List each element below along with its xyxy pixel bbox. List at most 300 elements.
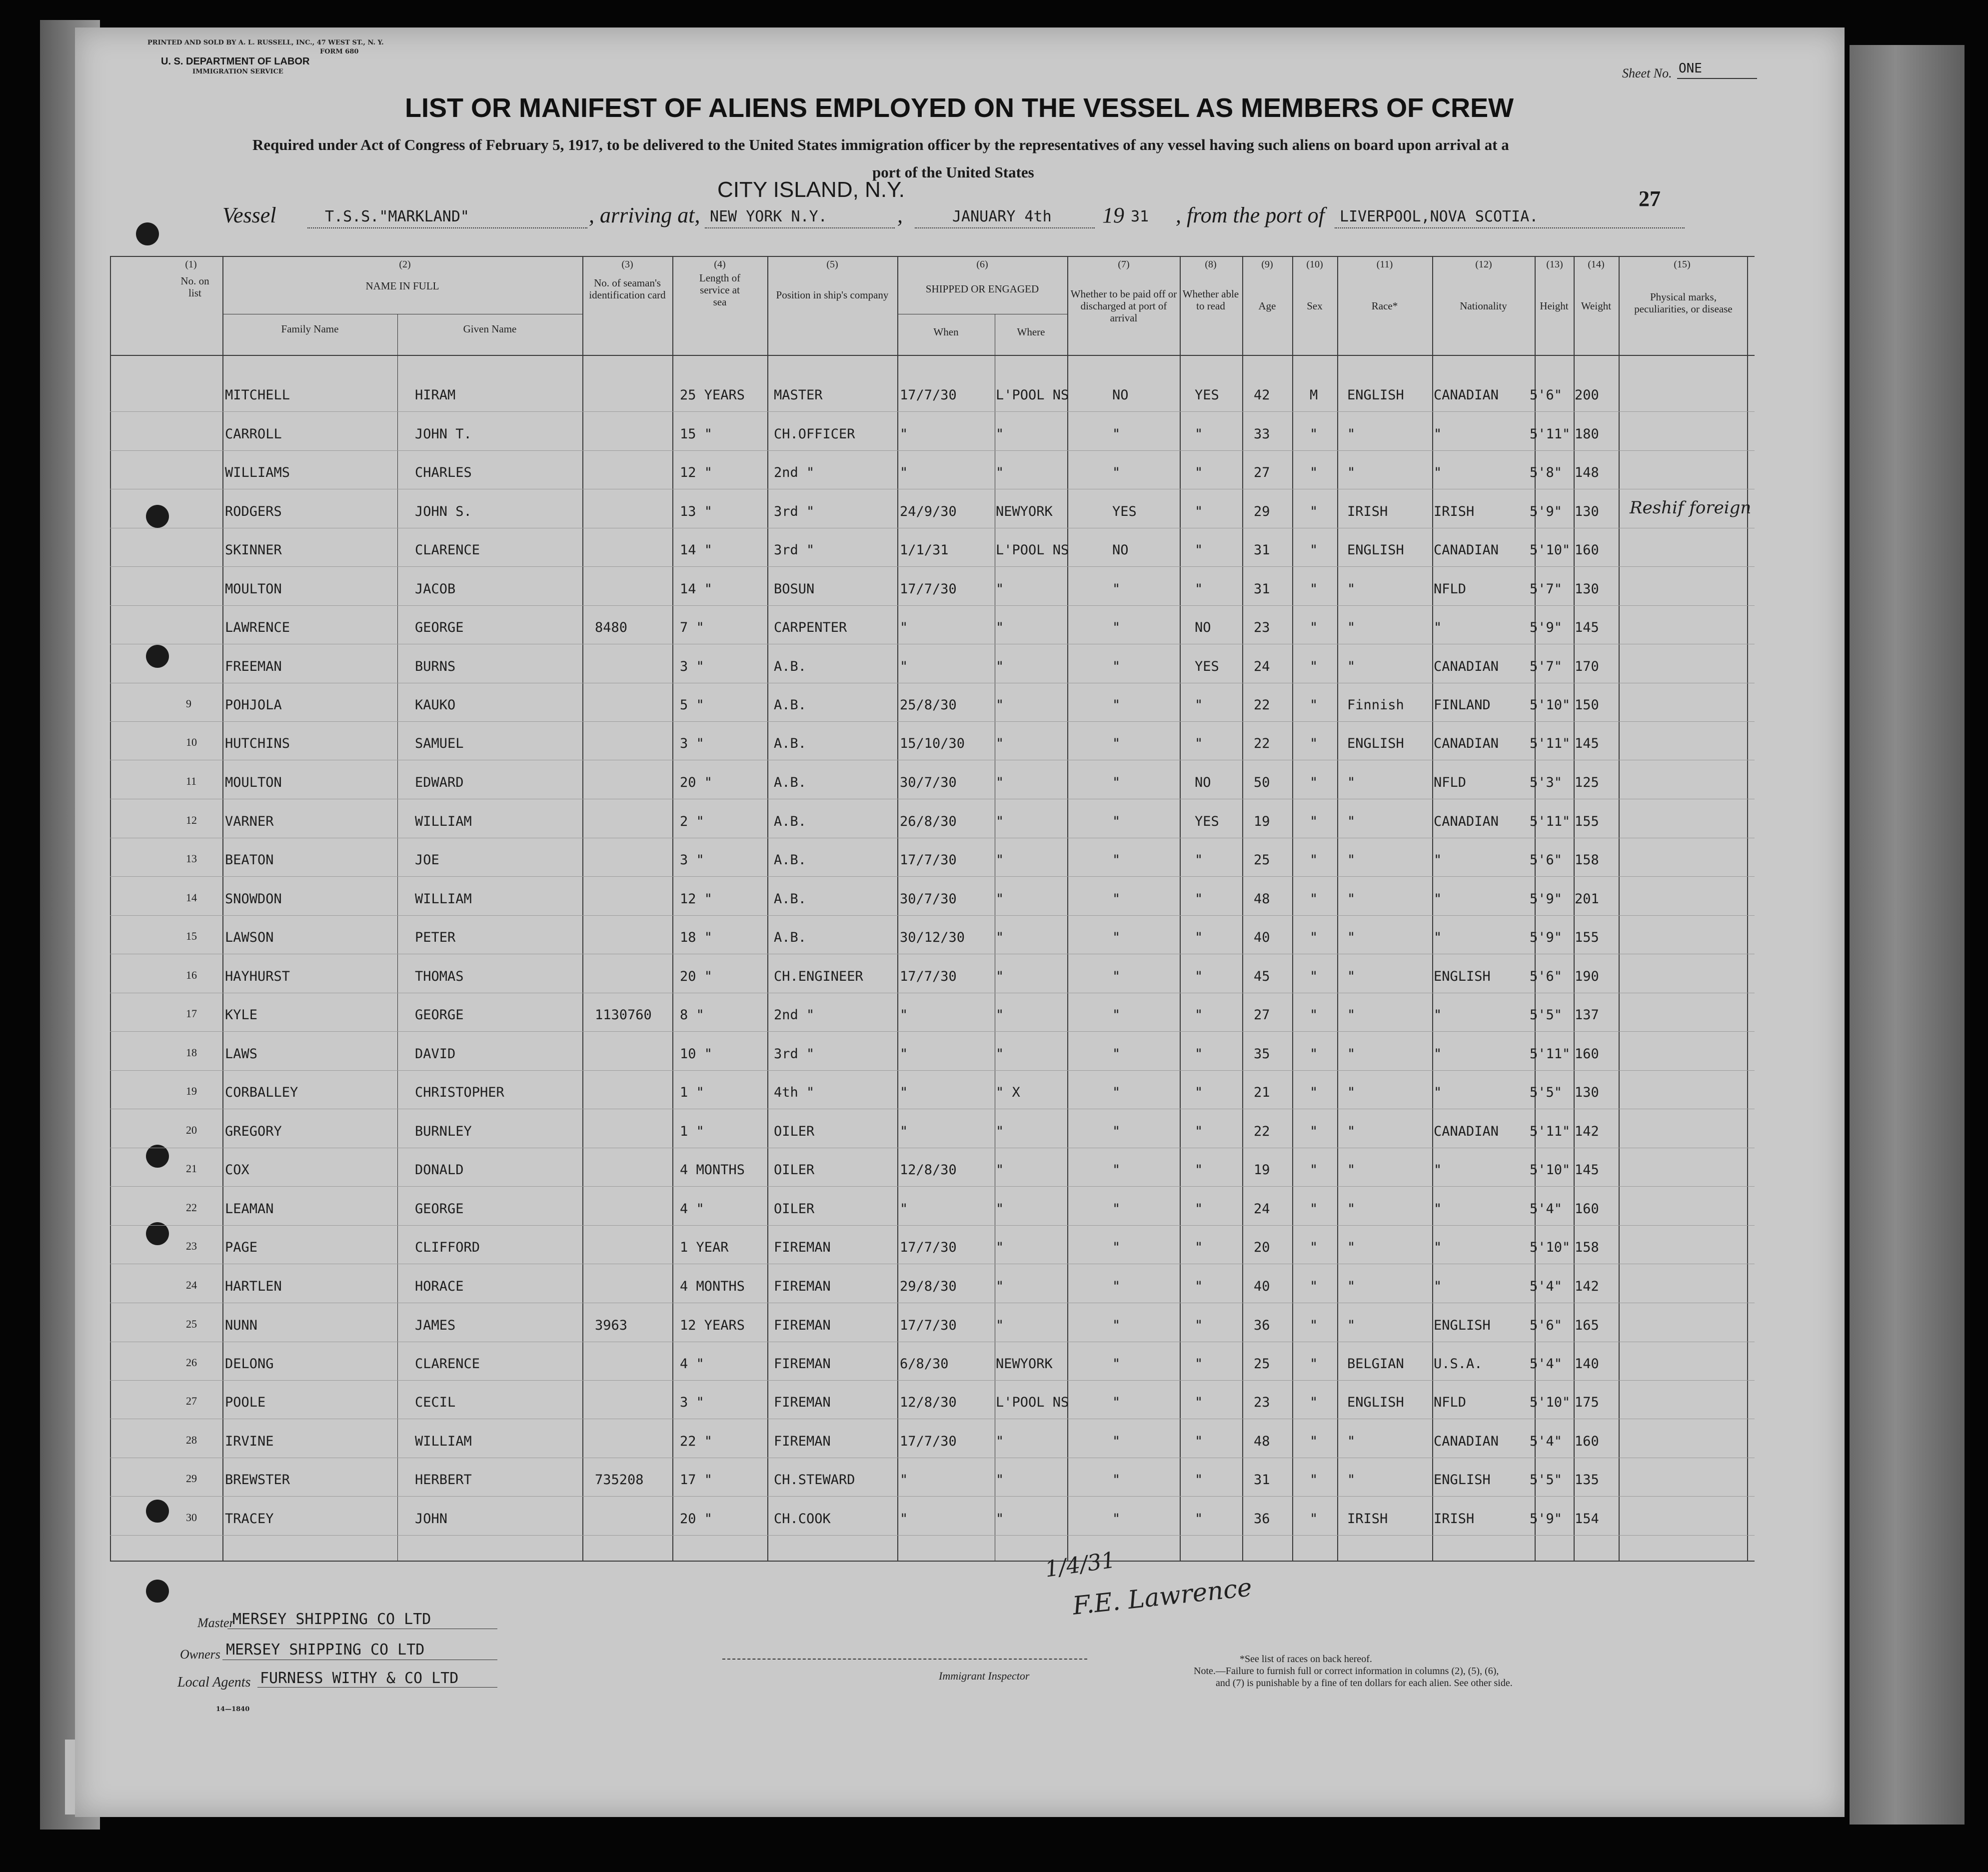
row-weight: 160 xyxy=(1575,542,1599,558)
row-given-name: CECIL xyxy=(415,1395,456,1410)
row-given-name: JOHN xyxy=(415,1511,448,1527)
col-divider xyxy=(397,314,398,1561)
row-family-name: NUNN xyxy=(225,1318,258,1333)
penalty-note-2: and (7) is punishable by a fine of ten dollars for each alien. See other side. xyxy=(1216,1678,1513,1689)
row-nationality: " xyxy=(1434,1279,1442,1294)
row-rule xyxy=(110,1380,1755,1381)
row-nationality: " xyxy=(1434,426,1442,442)
row-nationality: FINLAND xyxy=(1434,697,1491,713)
row-shipped-when: 30/12/30 xyxy=(900,930,965,945)
row-position: A.B. xyxy=(774,891,807,907)
row-shipped-where: " xyxy=(996,891,1004,907)
row-family-name: LAWRENCE xyxy=(225,620,290,635)
row-height: 5'5" xyxy=(1530,1007,1563,1023)
row-age: 33 xyxy=(1254,426,1270,442)
row-age: 20 xyxy=(1254,1240,1270,1255)
col-num: (14) xyxy=(1588,259,1605,270)
row-height: 5'9" xyxy=(1530,891,1563,907)
row-length-of-service: 4 " xyxy=(680,1356,704,1372)
row-position: OILER xyxy=(774,1201,815,1217)
row-sex: " xyxy=(1310,1007,1318,1023)
row-race: " xyxy=(1347,659,1356,674)
row-given-name: HIRAM xyxy=(415,387,456,403)
row-age: 25 xyxy=(1254,1356,1270,1372)
row-rule xyxy=(110,411,1755,412)
row-rule xyxy=(110,915,1755,916)
row-weight: 145 xyxy=(1575,1162,1599,1178)
row-given-name: JOHN T. xyxy=(415,426,472,442)
row-position: MASTER xyxy=(774,387,823,403)
row-shipped-where: " xyxy=(996,581,1004,597)
row-length-of-service: 1 YEAR xyxy=(680,1240,729,1255)
col-divider xyxy=(1242,256,1243,1561)
row-height: 5'4" xyxy=(1530,1356,1563,1372)
row-shipped-where: " xyxy=(996,1279,1004,1294)
row-given-name: JACOB xyxy=(415,581,456,597)
form-code: 14—1840 xyxy=(216,1706,250,1713)
vessel-label: Vessel xyxy=(222,203,276,227)
from-label: , from the port of xyxy=(1176,203,1325,227)
row-length-of-service: 3 " xyxy=(680,736,704,751)
row-race: " xyxy=(1347,1279,1356,1294)
row-seaman-card: 3963 xyxy=(595,1318,628,1333)
row-weight: 175 xyxy=(1575,1395,1599,1410)
col-num: (11) xyxy=(1376,259,1393,270)
row-rule xyxy=(110,1496,1755,1497)
row-nationality: " xyxy=(1434,891,1442,907)
row-shipped-where: " xyxy=(996,620,1004,635)
row-race: " xyxy=(1347,1434,1356,1449)
col-header-physical-marks: Physical marks, peculiarities, or disease xyxy=(1634,291,1733,315)
row-given-name: WILLIAM xyxy=(415,891,472,907)
col-num: (3) xyxy=(621,259,633,270)
row-row-number: 19 xyxy=(186,1085,197,1097)
row-sex: " xyxy=(1310,814,1318,829)
row-weight: 154 xyxy=(1575,1511,1599,1527)
comma: , xyxy=(897,203,903,227)
row-given-name: CHRISTOPHER xyxy=(415,1085,504,1100)
row-family-name: MOULTON xyxy=(225,581,282,597)
row-seaman-card: 8480 xyxy=(595,620,628,635)
col-header-given-name: Given Name xyxy=(463,323,517,335)
row-able-to-read: " xyxy=(1195,426,1203,442)
row-able-to-read: " xyxy=(1195,1511,1203,1527)
row-weight: 142 xyxy=(1575,1124,1599,1139)
col-num: (4) xyxy=(714,259,726,270)
row-shipped-where: " xyxy=(996,465,1004,480)
row-row-number: 20 xyxy=(186,1124,197,1136)
row-sex: " xyxy=(1310,1356,1318,1372)
row-family-name: TRACEY xyxy=(225,1511,274,1527)
col-num: (9) xyxy=(1261,259,1273,270)
row-position: 3rd " xyxy=(774,504,815,519)
row-paid-off: " xyxy=(1112,814,1121,829)
row-race: ENGLISH xyxy=(1347,387,1404,403)
row-row-number: 12 xyxy=(186,814,197,826)
col-divider xyxy=(897,256,898,1561)
row-shipped-when: 17/7/30 xyxy=(900,1240,957,1255)
row-age: 24 xyxy=(1254,659,1270,674)
row-height: 5'3" xyxy=(1530,775,1563,790)
row-weight: 190 xyxy=(1575,969,1599,984)
row-height: 5'7" xyxy=(1530,659,1563,674)
row-position: A.B. xyxy=(774,814,807,829)
row-sex: " xyxy=(1310,1472,1318,1488)
row-sex: " xyxy=(1310,1124,1318,1139)
row-length-of-service: 20 " xyxy=(680,1511,713,1527)
row-able-to-read: " xyxy=(1195,891,1203,907)
row-sex: " xyxy=(1310,542,1318,558)
row-weight: 165 xyxy=(1575,1318,1599,1333)
row-position: A.B. xyxy=(774,775,807,790)
row-row-number: 30 xyxy=(186,1511,197,1524)
row-family-name: POHJOLA xyxy=(225,697,282,713)
row-position: 4th " xyxy=(774,1085,815,1100)
row-sex: " xyxy=(1310,1162,1318,1178)
row-shipped-where: NEWYORK xyxy=(996,1356,1053,1372)
row-family-name: MOULTON xyxy=(225,775,282,790)
row-nationality: " xyxy=(1434,930,1442,945)
row-nationality: " xyxy=(1434,465,1442,480)
row-able-to-read: " xyxy=(1195,1279,1203,1294)
owners-value: MERSEY SHIPPING CO LTD xyxy=(226,1641,425,1659)
row-family-name: KYLE xyxy=(225,1007,258,1023)
col-header-age: Age xyxy=(1258,300,1276,312)
row-shipped-where: " xyxy=(996,1434,1004,1449)
row-age: 22 xyxy=(1254,736,1270,751)
row-family-name: PAGE xyxy=(225,1240,258,1255)
row-position: 3rd " xyxy=(774,1046,815,1062)
row-shipped-when: 6/8/30 xyxy=(900,1356,949,1372)
row-age: 36 xyxy=(1254,1318,1270,1333)
row-given-name: JOE xyxy=(415,852,439,868)
row-age: 36 xyxy=(1254,1511,1270,1527)
row-shipped-when: 29/8/30 xyxy=(900,1279,957,1294)
punch-hole xyxy=(146,505,169,528)
row-race: " xyxy=(1347,1085,1356,1100)
row-paid-off: " xyxy=(1112,775,1121,790)
row-position: CH.COOK xyxy=(774,1511,831,1527)
row-age: 40 xyxy=(1254,1279,1270,1294)
row-height: 5'8" xyxy=(1530,465,1563,480)
row-paid-off: " xyxy=(1112,1007,1121,1023)
row-weight: 125 xyxy=(1575,775,1599,790)
row-age: 35 xyxy=(1254,1046,1270,1062)
col-divider xyxy=(1067,256,1068,1561)
punch-hole xyxy=(146,1500,169,1523)
row-shipped-where: NEWYORK xyxy=(996,504,1053,519)
row-sex: " xyxy=(1310,852,1318,868)
row-shipped-when: 17/7/30 xyxy=(900,1434,957,1449)
row-able-to-read: " xyxy=(1195,852,1203,868)
row-family-name: BREWSTER xyxy=(225,1472,290,1488)
row-family-name: IRVINE xyxy=(225,1434,274,1449)
row-height: 5'4" xyxy=(1530,1201,1563,1217)
row-length-of-service: 12 " xyxy=(680,465,713,480)
row-weight: 160 xyxy=(1575,1046,1599,1062)
row-row-number: 29 xyxy=(186,1472,197,1485)
row-shipped-where: " xyxy=(996,1046,1004,1062)
col-header-paid-off: Whether to be paid off or discharged at port of arrival xyxy=(1070,288,1177,324)
row-race: " xyxy=(1347,891,1356,907)
row-nationality: " xyxy=(1434,1162,1442,1178)
row-paid-off: " xyxy=(1112,930,1121,945)
row-age: 31 xyxy=(1254,581,1270,597)
row-position: A.B. xyxy=(774,930,807,945)
row-position: A.B. xyxy=(774,736,807,751)
col-num: (2) xyxy=(399,259,411,270)
manifest-title: LIST OR MANIFEST OF ALIENS EMPLOYED ON THE VESSEL AS MEMBERS OF CREW xyxy=(405,93,1514,123)
row-weight: 130 xyxy=(1575,1085,1599,1100)
row-able-to-read: " xyxy=(1195,542,1203,558)
col-header-card: No. of seaman's identification card xyxy=(589,277,666,301)
row-height: 5'6" xyxy=(1530,387,1563,403)
row-weight: 140 xyxy=(1575,1356,1599,1372)
row-given-name: GEORGE xyxy=(415,1201,464,1217)
row-length-of-service: 1 " xyxy=(680,1085,704,1100)
col-header-family-name: Family Name xyxy=(281,323,339,335)
row-able-to-read: " xyxy=(1195,736,1203,751)
row-shipped-where: L'POOL NS xyxy=(996,1395,1069,1410)
row-weight: 130 xyxy=(1575,581,1599,597)
row-race: IRISH xyxy=(1347,1511,1388,1527)
row-sex: " xyxy=(1310,659,1318,674)
row-family-name: HUTCHINS xyxy=(225,736,290,751)
row-row-number: 25 xyxy=(186,1318,197,1330)
punch-hole xyxy=(136,222,159,245)
row-position: CARPENTER xyxy=(774,620,847,635)
sheet-number: ONE xyxy=(1679,61,1702,76)
row-length-of-service: 2 " xyxy=(680,814,704,829)
row-given-name: KAUKO xyxy=(415,697,456,713)
row-height: 5'10" xyxy=(1530,1162,1571,1178)
row-race: Finnish xyxy=(1347,697,1404,713)
col-divider xyxy=(222,256,223,1561)
row-length-of-service: 20 " xyxy=(680,969,713,984)
row-shipped-where: " xyxy=(996,852,1004,868)
row-nationality: CANADIAN xyxy=(1434,814,1499,829)
row-race: " xyxy=(1347,775,1356,790)
row-length-of-service: 12 YEARS xyxy=(680,1318,745,1333)
row-age: 22 xyxy=(1254,697,1270,713)
col-divider xyxy=(1292,256,1293,1561)
row-paid-off: " xyxy=(1112,969,1121,984)
row-height: 5'10" xyxy=(1530,542,1571,558)
row-age: 25 xyxy=(1254,852,1270,868)
row-nationality: NFLD xyxy=(1434,775,1467,790)
row-paid-off: " xyxy=(1112,697,1121,713)
row-rule xyxy=(110,1070,1755,1071)
row-nationality: CANADIAN xyxy=(1434,736,1499,751)
col-divider xyxy=(1180,256,1181,1561)
row-nationality: " xyxy=(1434,620,1442,635)
row-able-to-read: " xyxy=(1195,930,1203,945)
row-shipped-where: " xyxy=(996,775,1004,790)
row-family-name: HAYHURST xyxy=(225,969,290,984)
row-given-name: EDWARD xyxy=(415,775,464,790)
row-position: FIREMAN xyxy=(774,1434,831,1449)
vessel-name: T.S.S."MARKLAND" xyxy=(325,208,469,225)
row-given-name: CLARENCE xyxy=(415,1356,480,1372)
row-position: 2nd " xyxy=(774,465,815,480)
row-length-of-service: 12 " xyxy=(680,891,713,907)
subtitle-line-1: Required under Act of Congress of February 5, 1917, to be delivered to the United States immigration officer by the representatives of any vessel having such aliens on board upon arrival at a xyxy=(252,136,1509,153)
row-family-name: FREEMAN xyxy=(225,659,282,674)
row-nationality: " xyxy=(1434,1046,1442,1062)
row-sex: " xyxy=(1310,775,1318,790)
row-rule xyxy=(110,1031,1755,1032)
row-height: 5'11" xyxy=(1530,426,1571,442)
row-nationality: CANADIAN xyxy=(1434,1124,1499,1139)
row-sex: " xyxy=(1310,736,1318,751)
row-height: 5'10" xyxy=(1530,1395,1571,1410)
row-race: ENGLISH xyxy=(1347,1395,1404,1410)
row-paid-off: " xyxy=(1112,1240,1121,1255)
row-race: " xyxy=(1347,426,1356,442)
row-given-name: DONALD xyxy=(415,1162,464,1178)
row-race: " xyxy=(1347,1162,1356,1178)
row-given-name: SAMUEL xyxy=(415,736,464,751)
row-age: 23 xyxy=(1254,620,1270,635)
row-age: 27 xyxy=(1254,465,1270,480)
row-height: 5'11" xyxy=(1530,1046,1571,1062)
row-shipped-when: 12/8/30 xyxy=(900,1395,957,1410)
row-nationality: IRISH xyxy=(1434,1511,1475,1527)
row-shipped-when: 26/8/30 xyxy=(900,814,957,829)
service-name: IMMIGRATION SERVICE xyxy=(192,68,283,75)
row-length-of-service: 14 " xyxy=(680,542,713,558)
row-sex: " xyxy=(1310,581,1318,597)
row-sex: " xyxy=(1310,465,1318,480)
row-position: CH.ENGINEER xyxy=(774,969,863,984)
row-paid-off: " xyxy=(1112,659,1121,674)
row-length-of-service: 10 " xyxy=(680,1046,713,1062)
year-value: 31 xyxy=(1131,208,1149,225)
manifest-page xyxy=(75,27,1845,1817)
row-age: 29 xyxy=(1254,504,1270,519)
row-shipped-when: 15/10/30 xyxy=(900,736,965,751)
row-race: " xyxy=(1347,1007,1356,1023)
col-divider xyxy=(1747,256,1748,1561)
sheet-line xyxy=(1677,78,1757,79)
row-able-to-read: NO xyxy=(1195,620,1211,635)
col-divider xyxy=(582,256,583,1561)
col-header-read: Whether able to read xyxy=(1182,288,1239,312)
row-shipped-where: " xyxy=(996,930,1004,945)
row-able-to-read: " xyxy=(1195,1124,1203,1139)
row-paid-off: " xyxy=(1112,620,1121,635)
row-able-to-read: " xyxy=(1195,1472,1203,1488)
row-paid-off: NO xyxy=(1112,387,1129,403)
row-weight: 142 xyxy=(1575,1279,1599,1294)
col-num: (7) xyxy=(1118,259,1130,270)
row-height: 5'6" xyxy=(1530,969,1563,984)
row-nationality: IRISH xyxy=(1434,504,1475,519)
row-position: CH.OFFICER xyxy=(774,426,855,442)
row-able-to-read: " xyxy=(1195,1085,1203,1100)
owners-label: Owners xyxy=(180,1647,220,1662)
row-paid-off: " xyxy=(1112,465,1121,480)
row-shipped-where: " xyxy=(996,736,1004,751)
subtitle-line-2: port of the United States xyxy=(872,163,1034,181)
row-length-of-service: 3 " xyxy=(680,659,704,674)
row-rule xyxy=(110,1535,1755,1536)
row-height: 5'9" xyxy=(1530,1511,1563,1527)
row-able-to-read: " xyxy=(1195,697,1203,713)
row-given-name: PETER xyxy=(415,930,456,945)
row-race: ENGLISH xyxy=(1347,542,1404,558)
row-sex: " xyxy=(1310,969,1318,984)
row-row-number: 14 xyxy=(186,891,197,904)
row-age: 48 xyxy=(1254,1434,1270,1449)
row-position: A.B. xyxy=(774,852,807,868)
row-position: A.B. xyxy=(774,659,807,674)
row-length-of-service: 4 MONTHS xyxy=(680,1162,745,1178)
row-family-name: BEATON xyxy=(225,852,274,868)
row-family-name: CARROLL xyxy=(225,426,282,442)
row-paid-off: " xyxy=(1112,1279,1121,1294)
row-weight: 150 xyxy=(1575,697,1599,713)
row-shipped-when: " xyxy=(900,1085,908,1100)
row-row-number: 26 xyxy=(186,1356,197,1369)
row-shipped-when: " xyxy=(900,659,908,674)
row-sex: " xyxy=(1310,1511,1318,1527)
row-age: 27 xyxy=(1254,1007,1270,1023)
row-age: 48 xyxy=(1254,891,1270,907)
row-race: " xyxy=(1347,1046,1356,1062)
col-header-sex: Sex xyxy=(1307,300,1323,312)
row-height: 5'9" xyxy=(1530,504,1563,519)
row-nationality: U.S.A. xyxy=(1434,1356,1483,1372)
row-able-to-read: " xyxy=(1195,1046,1203,1062)
year-prefix: 19 xyxy=(1102,203,1124,227)
sheet-label: Sheet No. xyxy=(1622,66,1672,80)
row-given-name: WILLIAM xyxy=(415,814,472,829)
row-nationality: CANADIAN xyxy=(1434,542,1499,558)
row-family-name: LAWS xyxy=(225,1046,258,1062)
row-position: 3rd " xyxy=(774,542,815,558)
row-family-name: WILLIAMS xyxy=(225,465,290,480)
row-able-to-read: YES xyxy=(1195,387,1219,403)
row-able-to-read: " xyxy=(1195,1201,1203,1217)
col-header-service: Length of service at sea xyxy=(699,272,741,308)
row-able-to-read: " xyxy=(1195,581,1203,597)
row-height: 5'11" xyxy=(1530,1124,1571,1139)
row-family-name: LEAMAN xyxy=(225,1201,274,1217)
row-able-to-read: " xyxy=(1195,504,1203,519)
row-paid-off: " xyxy=(1112,1395,1121,1410)
row-nationality: CANADIAN xyxy=(1434,1434,1499,1449)
row-height: 5'5" xyxy=(1530,1472,1563,1488)
row-seaman-card: 1130760 xyxy=(595,1007,652,1023)
signature-date: 1/4/31 xyxy=(1043,1547,1117,1583)
row-race: " xyxy=(1347,1124,1356,1139)
row-race: " xyxy=(1347,1472,1356,1488)
row-sex: " xyxy=(1310,1046,1318,1062)
row-seaman-card: 735208 xyxy=(595,1472,644,1488)
row-age: 31 xyxy=(1254,1472,1270,1488)
row-rule xyxy=(110,721,1755,722)
row-paid-off: " xyxy=(1112,1201,1121,1217)
page-number: 27 xyxy=(1639,186,1661,211)
row-position: FIREMAN xyxy=(774,1279,831,1294)
col-header-no: No. on list xyxy=(180,275,209,299)
row-height: 5'7" xyxy=(1530,581,1563,597)
row-race: BELGIAN xyxy=(1347,1356,1404,1372)
row-shipped-when: 1/1/31 xyxy=(900,542,949,558)
row-length-of-service: 18 " xyxy=(680,930,713,945)
row-position: A.B. xyxy=(774,697,807,713)
